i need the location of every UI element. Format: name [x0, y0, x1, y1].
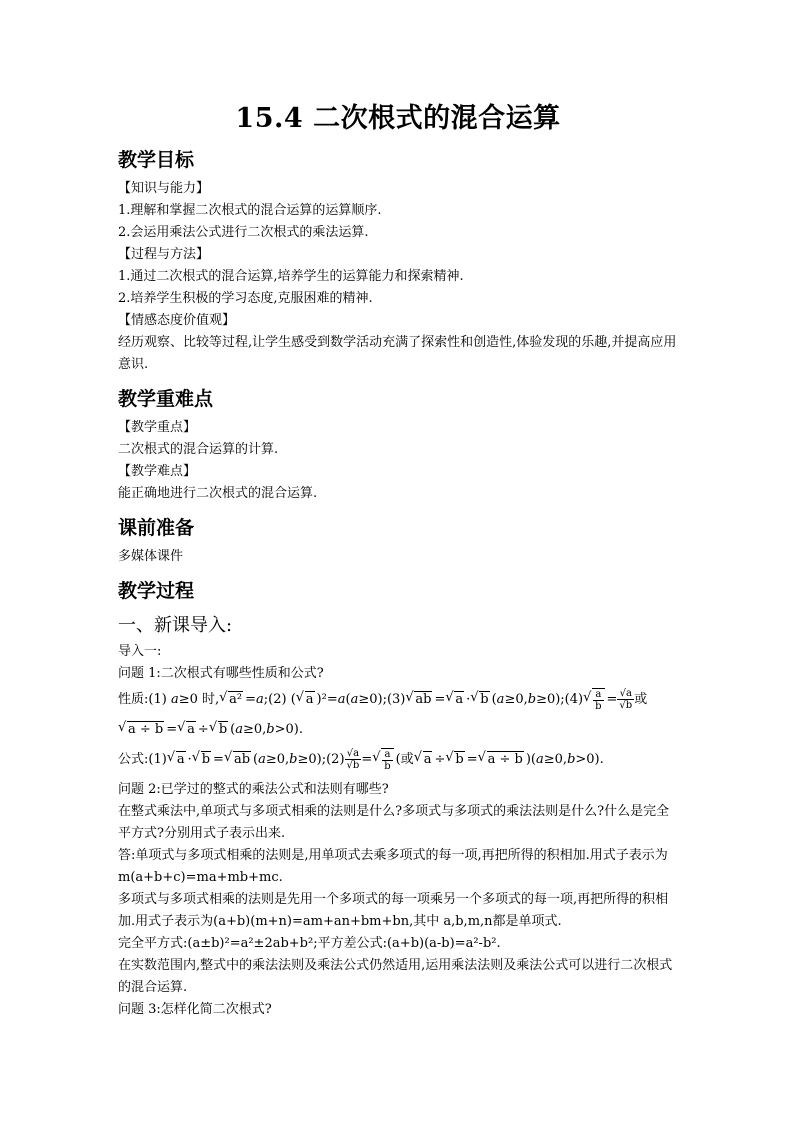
answer-1: 答:单项式与多项式相乘的法则是,用单项式去乘多项式的每一项,再把所得的积相加.用式子表示为 m(a+b+c)=ma+mb+mc.	[118, 848, 668, 885]
formula-label: 公式:	[118, 752, 149, 767]
process-item-2: 2.培养学生积极的学习态度,克服困难的精神.	[118, 291, 373, 306]
properties-label: 性质:	[118, 692, 149, 707]
process-label: 【过程与方法】	[118, 247, 210, 262]
formula-line: 公式:(1)√ a ·√ b =√ ab (a≥0,b≥0);(2) $\frac{√a}{√b}$ = √ $\frac{a}{b}$ (或√ a ÷√ b =√ a ÷ b )(a≥0,b>0).	[118, 745, 678, 775]
prep-heading: 课前准备	[118, 517, 195, 539]
knowledge-item-2: 2.会运用乘法公式进行二次根式的乘法运算.	[118, 225, 369, 240]
prep-text: 多媒体课件	[118, 549, 184, 564]
new-lesson-heading: 一、新课导入:	[118, 615, 233, 636]
difficulty-text: 能正确地进行二次根式的混合运算.	[118, 486, 318, 501]
properties-line-1: 性质:(1) a≥0 时,√ a² =a;(2) (√ a )²=a(a≥0);(3)√ ab =√ a ·√ b (a≥0,b≥0);(4) √ $\frac{a}{b}$ = $\frac{√a}{√b}$ 或	[118, 685, 678, 715]
question-2-text: 在整式乘法中,单项式与多项式相乘的法则是什么?多项式与多项式的乘法法则是什么?什么是完全平方式?分别用式子表示出来.	[118, 804, 670, 841]
emotion-text: 经历观察、比较等过程,让学生感受到数学活动充满了探索性和创造性,体验发现的乐趣,并提高应用意识.	[118, 335, 677, 372]
focus-label: 【教学重点】	[118, 420, 197, 435]
page-title: 15.4 二次根式的混合运算	[235, 103, 561, 134]
process-item-1: 1.通过二次根式的混合运算,培养学生的运算能力和探索精神.	[118, 269, 464, 284]
keypoints-heading: 教学重难点	[118, 388, 214, 410]
question-1: 问题 1:二次根式有哪些性质和公式?	[118, 666, 324, 681]
answer-3: 完全平方式:(a±b)²=a²±2ab+b²;平方差公式:(a+b)(a-b)=a²-b².	[118, 936, 501, 951]
objectives-heading: 教学目标	[118, 149, 195, 171]
question-3: 问题 3:怎样化简二次根式?	[118, 1002, 272, 1017]
difficulty-label: 【教学难点】	[118, 464, 197, 479]
knowledge-item-1: 1.理解和掌握二次根式的混合运算的运算顺序.	[118, 203, 382, 218]
knowledge-label: 【知识与能力】	[118, 181, 210, 196]
question-2: 问题 2:已学过的整式的乘法公式和法则有哪些?	[118, 782, 389, 797]
intro-label: 导入一:	[118, 644, 162, 659]
emotion-label: 【情感态度价值观】	[118, 313, 236, 328]
document-page	[118, 96, 678, 1021]
properties-line-2: √ a ÷ b =√ a ÷√ b (a≥0,b>0).	[118, 715, 678, 745]
process-heading: 教学过程	[118, 580, 195, 602]
answer-4: 在实数范围内,整式中的乘法法则及乘法公式仍然适用,运用乘法法则及乘法公式可以进行二次根式的混合运算.	[118, 958, 673, 995]
focus-text: 二次根式的混合运算的计算.	[118, 442, 279, 457]
answer-2: 多项式与多项式相乘的法则是先用一个多项式的每一项乘另一个多项式的每一项,再把所得的积相加.用式子表示为(a+b)(m+n)=am+an+bm+bn,其中 a,b,m,n都是单项式.	[118, 892, 669, 929]
